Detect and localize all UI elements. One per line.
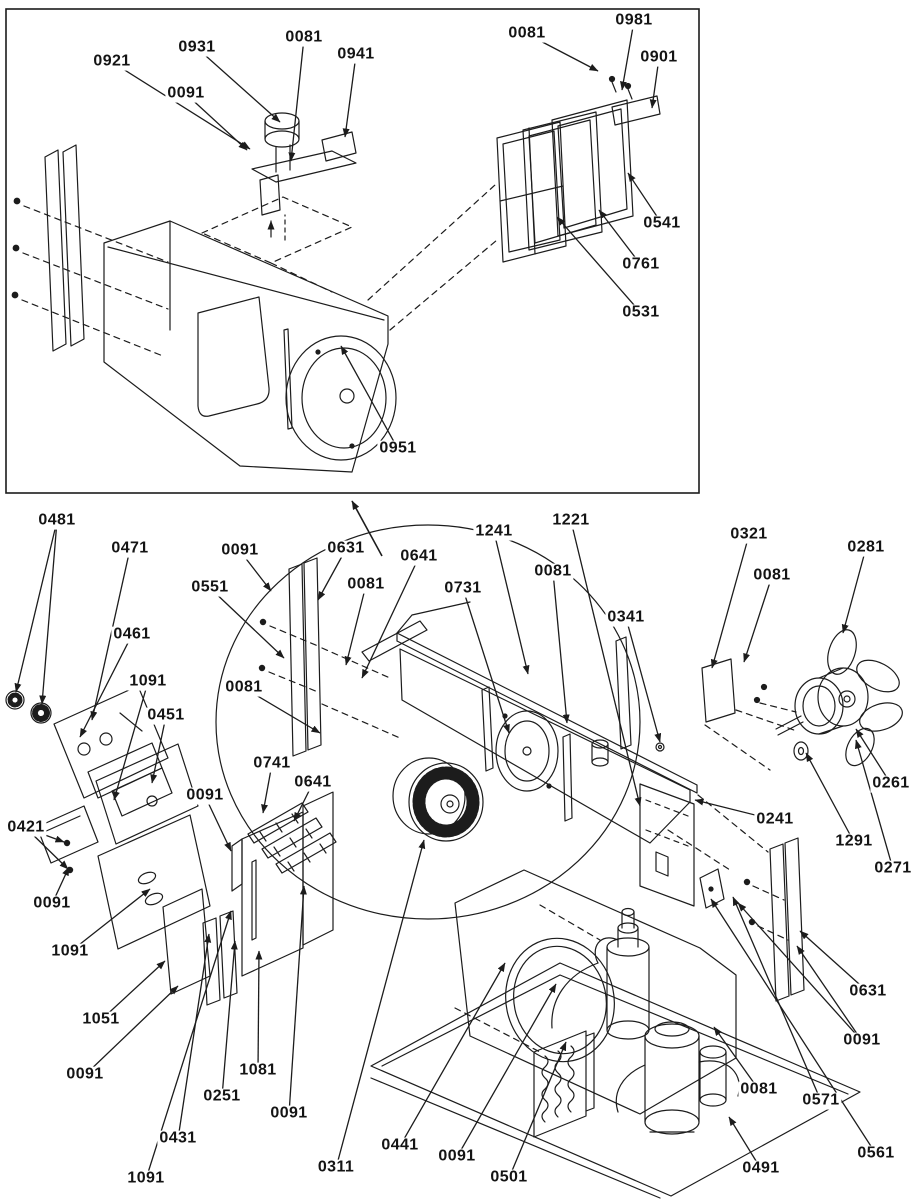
- part-label-1221: 1221: [552, 511, 590, 529]
- part-label-0081: 0081: [534, 562, 572, 580]
- part-label-0261: 0261: [872, 774, 910, 792]
- leader-line-0481: [42, 521, 57, 704]
- leader-line-1221: [571, 521, 640, 806]
- part-label-0091: 0091: [270, 1104, 308, 1122]
- leader-line-1291: [806, 753, 854, 842]
- part-label-0251: 0251: [203, 1087, 241, 1105]
- callout-circle: [216, 522, 640, 919]
- part-label-0491: 0491: [742, 1159, 780, 1177]
- part-label-0901: 0901: [640, 48, 678, 66]
- part-label-1051: 1051: [82, 1010, 120, 1028]
- leader-line-0941: [345, 55, 356, 137]
- leader-line-0461: [80, 635, 132, 737]
- part-label-0091: 0091: [167, 84, 205, 102]
- leader-line-0481: [16, 521, 57, 692]
- part-label-0761: 0761: [622, 255, 660, 273]
- leader-line-0311: [336, 840, 424, 1168]
- leader-lines-layer: [16, 21, 893, 1179]
- part-label-0921: 0921: [93, 52, 131, 70]
- part-label-0081: 0081: [285, 28, 323, 46]
- part-label-0311: 0311: [317, 1158, 355, 1176]
- part-label-0081: 0081: [753, 566, 791, 584]
- part-label-0641: 0641: [294, 773, 332, 791]
- part-label-1241: 1241: [475, 522, 513, 540]
- part-label-0741: 0741: [253, 754, 291, 772]
- part-label-1291: 1291: [835, 832, 873, 850]
- leader-line-0091: [289, 886, 304, 1114]
- part-label-0481: 0481: [38, 511, 76, 529]
- part-label-0451: 0451: [147, 706, 185, 724]
- part-label-0471: 0471: [111, 539, 149, 557]
- part-label-0091: 0091: [33, 894, 71, 912]
- part-label-0981: 0981: [615, 11, 653, 29]
- part-label-0461: 0461: [113, 625, 151, 643]
- part-label-0081: 0081: [740, 1080, 778, 1098]
- leader-line-0931: [197, 48, 280, 122]
- detail-inset-artwork: [12, 77, 660, 473]
- leader-line-0091: [738, 903, 862, 1041]
- part-label-0631: 0631: [849, 982, 887, 1000]
- leader-line-0571: [733, 897, 821, 1101]
- part-label-1091: 1091: [51, 942, 89, 960]
- part-label-0431: 0431: [159, 1129, 197, 1147]
- part-label-0341: 0341: [607, 608, 645, 626]
- leader-line-0981: [622, 21, 634, 90]
- leader-line-0081: [744, 576, 772, 662]
- part-label-0321: 0321: [730, 525, 768, 543]
- part-label-1081: 1081: [239, 1061, 277, 1079]
- part-label-0561: 0561: [857, 1144, 895, 1162]
- leader-line-0251: [222, 941, 235, 1097]
- part-label-0091: 0091: [843, 1031, 881, 1049]
- part-label-0091: 0091: [186, 786, 224, 804]
- leader-line-0501: [509, 1042, 566, 1178]
- part-label-0081: 0081: [508, 24, 546, 42]
- part-label-0631: 0631: [327, 539, 365, 557]
- leader-line-0281: [843, 548, 866, 633]
- part-label-0941: 0941: [337, 45, 375, 63]
- main-artwork: [6, 558, 906, 1198]
- part-label-1091: 1091: [129, 672, 167, 690]
- part-label-0541: 0541: [643, 214, 681, 232]
- part-label-0081: 0081: [347, 575, 385, 593]
- leader-line-0431: [178, 934, 209, 1139]
- part-label-0091: 0091: [438, 1147, 476, 1165]
- leader-line-0091: [85, 986, 178, 1075]
- leader-line-0921: [112, 62, 250, 149]
- part-label-0501: 0501: [490, 1168, 528, 1186]
- leader-line-1241: [494, 532, 528, 674]
- leader-line-0081: [553, 572, 567, 723]
- leader-line-0321: [712, 535, 749, 668]
- part-label-0081: 0081: [225, 678, 263, 696]
- part-label-0551: 0551: [191, 578, 229, 596]
- part-label-0531: 0531: [622, 303, 660, 321]
- part-label-0421: 0421: [7, 818, 45, 836]
- part-label-0281: 0281: [847, 538, 885, 556]
- part-label-0571: 0571: [802, 1091, 840, 1109]
- part-label-0641: 0641: [400, 547, 438, 565]
- part-label-0731: 0731: [444, 579, 482, 597]
- part-label-0951: 0951: [379, 439, 417, 457]
- part-label-0091: 0091: [66, 1065, 104, 1083]
- leader-line-0441: [400, 963, 505, 1146]
- part-label-0931: 0931: [178, 38, 216, 56]
- part-label-1091: 1091: [127, 1169, 165, 1187]
- part-label-0441: 0441: [381, 1136, 419, 1154]
- leader-line-0551: [210, 588, 284, 658]
- leader-line-0951: [341, 346, 398, 449]
- part-label-0241: 0241: [756, 810, 794, 828]
- part-label-0091: 0091: [221, 541, 259, 559]
- leader-line-0341: [626, 618, 660, 742]
- part-label-0271: 0271: [874, 859, 912, 877]
- leader-line-0731: [463, 589, 509, 733]
